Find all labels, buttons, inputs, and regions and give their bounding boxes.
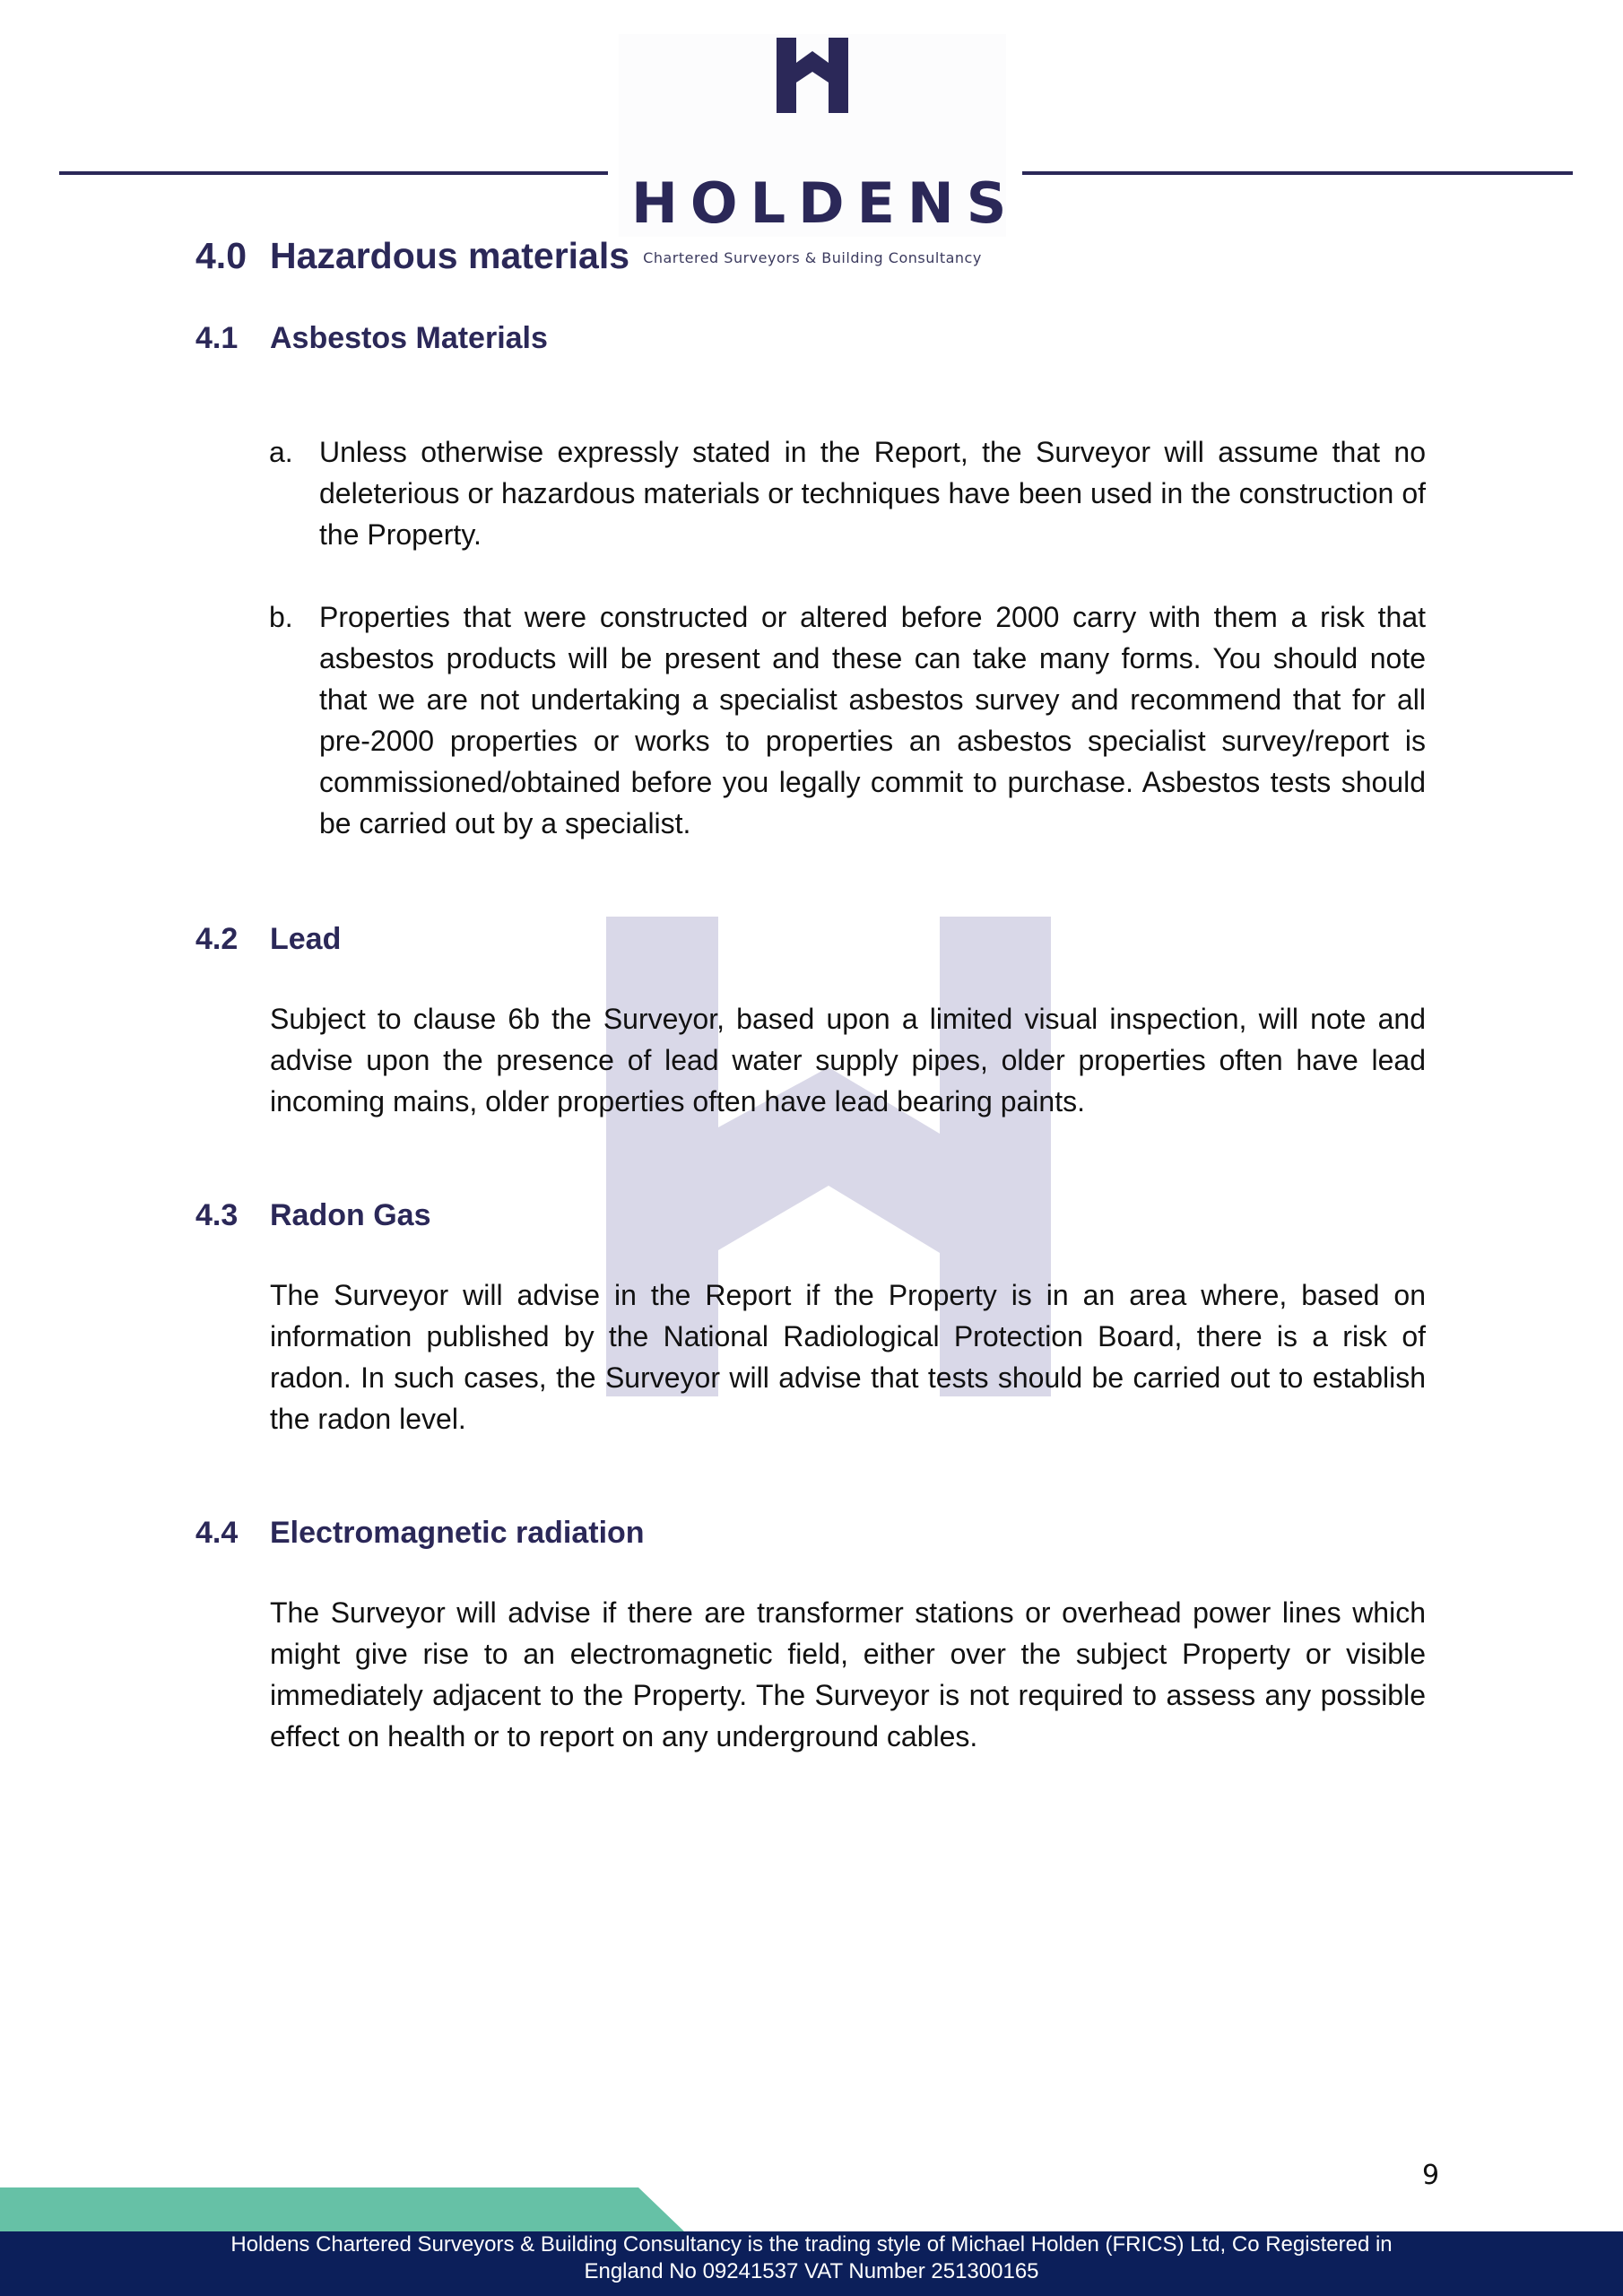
- subsection-heading-radon: [195, 1198, 430, 1233]
- subsection-title: Radon Gas: [270, 1198, 431, 1232]
- subsection-number: 4.1: [195, 321, 239, 355]
- footer-line-2: England No 09241537 VAT Number 251300165: [584, 2259, 1039, 2283]
- footer-bar: [0, 2231, 1623, 2296]
- subsection-heading-lead: [195, 922, 341, 957]
- electromagnetic-paragraph: The Surveyor will advise if there are transformer stations or overhead power lines which might give rise to an electromagnetic field, either over the subject Property or visible immediately adjacent to the Property. The Surveyor is not required to assess any possible effect on health or to report on any underground cables.: [270, 1596, 1426, 1752]
- header-rule-right: [1022, 171, 1573, 175]
- subsection-heading-asbestos: [195, 321, 548, 356]
- section-heading: [195, 235, 629, 277]
- lead-paragraph: Subject to clause 6b the Surveyor, based upon a limited visual inspection, will note and advise upon the presence of lead water supply pipes, older properties often have lead incoming mains, older properties often have lead bearing paints.: [270, 1003, 1426, 1118]
- list-item: [269, 431, 1426, 555]
- subsection-heading-electromagnetic: [195, 1516, 645, 1551]
- section-number: 4.0: [195, 235, 247, 276]
- subsection-number: 4.2: [195, 922, 239, 956]
- list-marker: b.: [269, 601, 293, 633]
- list-item-text: Unless otherwise expressly stated in the Report, the Surveyor will assume that no deleterious or hazardous materials or techniques have been used in the construction of the Property.: [319, 436, 1426, 551]
- list-marker: a.: [269, 436, 293, 468]
- holdens-h-logo-icon: [777, 38, 848, 113]
- header-rule-left: [59, 171, 608, 175]
- logo-tagline: Chartered Surveyors & Building Consultancy: [643, 249, 982, 266]
- footer-accent-shape: [0, 2187, 690, 2232]
- subsection-number: 4.3: [195, 1198, 239, 1232]
- footer-line-1: Holdens Chartered Surveyors & Building Consultancy is the trading style of Michael Holden (FRICS) Ltd, Co Registered in: [230, 2232, 1393, 2257]
- logo-wordmark: HOLDENS: [631, 170, 1020, 236]
- subsection-title: Asbestos Materials: [270, 321, 548, 355]
- subsection-number: 4.4: [195, 1516, 239, 1550]
- section-title: Hazardous materials: [270, 235, 630, 276]
- page-number: 9: [1422, 2160, 1440, 2191]
- list-item-text: Properties that were constructed or altered before 2000 carry with them a risk that asbestos products will be present and these can take many forms. You should note that we are not undertaking a specialist asbestos survey and recommend that for all pre-2000 properties or works to properties an asbestos specialist survey/report is commissioned/obtained before you legally commit to purchase. Asbestos tests should be carried out by a specialist.: [319, 601, 1426, 839]
- subsection-title: Lead: [270, 922, 342, 956]
- company-logo: [619, 34, 1020, 266]
- radon-paragraph: The Surveyor will advise in the Report if the Property is in an area where, based on information published by the National Radiological Protection Board, there is a risk of radon. In such cases, the Surveyor will advise that tests should be carried out to establish the radon level.: [270, 1279, 1426, 1435]
- list-item: [269, 596, 1426, 844]
- subsection-title: Electromagnetic radiation: [270, 1516, 645, 1550]
